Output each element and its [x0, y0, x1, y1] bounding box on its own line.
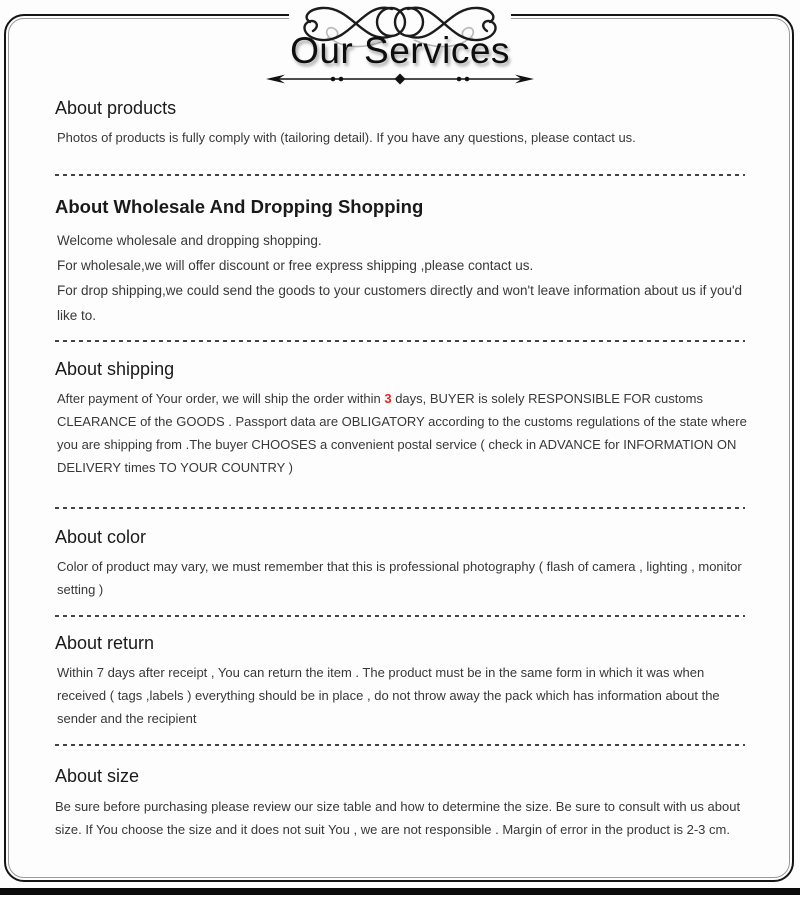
- section-heading: About return: [55, 633, 155, 653]
- section-paragraph: Photos of products is fully comply with (tailoring detail). If you have any questions, please contact us.: [57, 130, 636, 145]
- arrow-divider-icon: [265, 71, 535, 87]
- shipping-days-highlight: 3: [384, 391, 392, 406]
- section-divider: [55, 507, 745, 509]
- section-divider: [55, 174, 745, 176]
- shipping-text-after: days, BUYER is solely RESPONSIBLE FOR customs CLEARANCE of the GOODS . Passport data are OBLIGATORY according to the customs regulations of the state where you are shipping from .The buyer CHOOSES a convenient postal service ( check in ADVANCE for INFORMATION ON DELIVERY times TO YOUR COUNTRY ): [57, 391, 747, 475]
- bottom-border-bar: [0, 888, 800, 895]
- section-divider: [55, 615, 745, 617]
- section-paragraph: For wholesale,we will offer discount or free express shipping ,please contact us.: [57, 258, 534, 273]
- section-heading: About color: [55, 527, 147, 547]
- section-paragraph: Welcome wholesale and dropping shopping.: [57, 233, 322, 248]
- section-paragraph: Within 7 days after receipt , You can return the item . The product must be in the same form in which it was when received ( tags ,labels ) everything should be in place , do not throw away the pack which has information about the sender and the recipient: [57, 665, 720, 726]
- section-paragraph: For drop shipping,we could send the goods to your customers directly and won't leave information about us if you'd like to.: [57, 283, 743, 323]
- section-paragraphs: [57, 228, 747, 328]
- page-title: Our Services: [290, 30, 510, 71]
- section-heading: About Wholesale And Dropping Shopping: [55, 196, 424, 217]
- section-divider: [55, 340, 745, 342]
- shipping-text-before: After payment of Your order, we will ship the order within: [57, 391, 385, 406]
- section-divider: [55, 744, 745, 746]
- section-paragraph: Be sure before purchasing please review our size table and how to determine the size. Be sure to consult with us about size. If You choose the size and it does not suit You , we are not responsible . Margin of error in the product is 2-3 cm.: [55, 799, 741, 837]
- section-paragraph: [57, 387, 747, 479]
- section-heading: About shipping: [55, 359, 175, 379]
- section-heading: About products: [55, 98, 177, 118]
- section-paragraph: Color of product may vary, we must remember that this is professional photography ( flash of camera , lighting , monitor setting ): [57, 559, 742, 597]
- section-heading: About size: [55, 766, 140, 786]
